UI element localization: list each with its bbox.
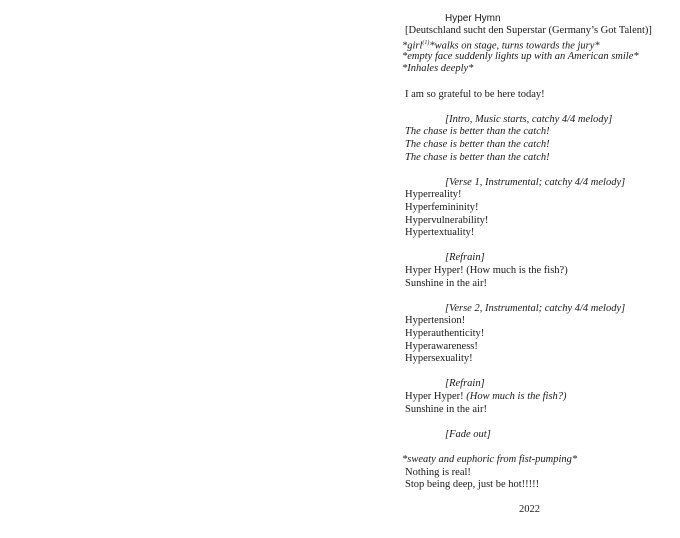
outro-line: Stop being deep, just be hot!!!!! — [405, 479, 540, 490]
outro-line: Nothing is real! — [405, 467, 471, 478]
refrain2-line-plain: Hyper Hyper! — [405, 391, 467, 402]
intro-line: The chase is better than the catch! — [405, 126, 550, 137]
refrain2-line: Sunshine in the air! — [405, 404, 487, 415]
greeting-line: I am so grateful to be here today! — [405, 89, 545, 100]
verse1-line: Hyperfemininity! — [405, 202, 479, 213]
verse2-line: Hyperawareness! — [405, 341, 478, 352]
stage-direction-1-pre: *girl — [402, 40, 423, 52]
poem-title: Hyper Hymn — [445, 13, 501, 24]
verse2-line: Hypersexuality! — [405, 353, 473, 364]
year-label: 2022 — [519, 504, 540, 515]
stage-direction-1-post: *walks on stage, turns towards the jury* — [429, 40, 600, 52]
verse1-line: Hyperreality! — [405, 189, 462, 200]
verse2-line: Hyperauthenticity! — [405, 328, 485, 339]
refrain2-line — [405, 390, 567, 403]
refrain1-heading: [Refrain] — [445, 252, 485, 263]
intro-line: The chase is better than the catch! — [405, 139, 550, 150]
stage-direction-2: *empty face suddenly lights up with an American smile* — [402, 51, 639, 62]
poem-subtitle: [Deutschland sucht den Superstar (Germany’s Got Talent)] — [405, 25, 652, 36]
intro-line: The chase is better than the catch! — [405, 152, 550, 163]
stage-direction-3: *Inhales deeply* — [402, 63, 474, 74]
fade-out-heading: [Fade out] — [445, 429, 491, 440]
verse1-heading: [Verse 1, Instrumental; catchy 4/4 melody] — [445, 177, 626, 188]
refrain1-line: Hyper Hyper! (How much is the fish?) — [405, 265, 568, 276]
intro-heading: [Intro, Music starts, catchy 4/4 melody] — [445, 114, 613, 125]
verse2-heading: [Verse 2, Instrumental; catchy 4/4 melody] — [445, 303, 626, 314]
outro-direction: *sweaty and euphoric from fist-pumping* — [402, 454, 578, 465]
verse1-line: Hypervulnerability! — [405, 215, 489, 226]
refrain2-heading: [Refrain] — [445, 378, 485, 389]
verse2-line: Hypertension! — [405, 315, 466, 326]
verse1-line: Hypertextuality! — [405, 227, 475, 238]
refrain1-line: Sunshine in the air! — [405, 278, 487, 289]
refrain2-line-italic: (How much is the fish?) — [466, 391, 567, 402]
footnote-marker: (1) — [422, 40, 430, 46]
